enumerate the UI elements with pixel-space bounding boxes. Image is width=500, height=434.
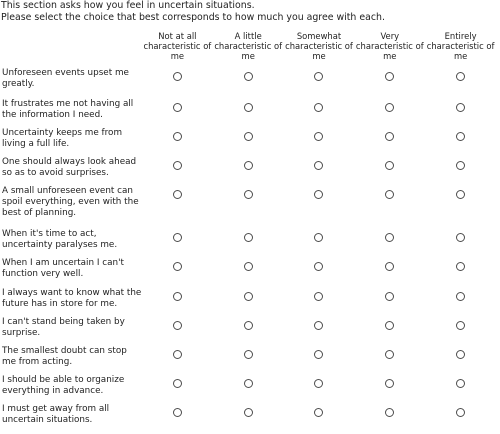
instructions-line-1: This section asks how you feel in uncertain situations.: [1, 0, 255, 11]
radio-very[interactable]: [385, 292, 394, 301]
radio-somewhat[interactable]: [314, 379, 323, 388]
question-row: [2, 402, 496, 430]
radio-entirely[interactable]: [456, 262, 465, 271]
radio-entirely[interactable]: [456, 292, 465, 301]
radio-very[interactable]: [385, 132, 394, 141]
radio-not-at-all[interactable]: [173, 408, 182, 417]
question-text: Unforeseen events upset me greatly.: [2, 68, 129, 89]
question-row: [2, 256, 496, 286]
radio-somewhat[interactable]: [314, 321, 323, 330]
radio-entirely[interactable]: [456, 72, 465, 81]
radio-very[interactable]: [385, 350, 394, 359]
radio-not-at-all[interactable]: [173, 262, 182, 271]
radio-a-little[interactable]: [244, 379, 253, 388]
question-text: I always want to know what the future has in store for me.: [2, 288, 142, 309]
scale-header: A little characteristic of me: [214, 31, 283, 61]
radio-entirely[interactable]: [456, 379, 465, 388]
radio-a-little[interactable]: [244, 132, 253, 141]
question-row: [2, 126, 496, 155]
radio-not-at-all[interactable]: [173, 233, 182, 242]
radio-very[interactable]: [385, 321, 394, 330]
question-text: When I am uncertain I can't function very well.: [2, 258, 124, 279]
radio-somewhat[interactable]: [314, 161, 323, 170]
radio-very[interactable]: [385, 190, 394, 199]
question-text: A small unforeseen event can spoil everything, even with the best of planning.: [2, 186, 139, 218]
radio-a-little[interactable]: [244, 103, 253, 112]
radio-entirely[interactable]: [456, 321, 465, 330]
question-text: It frustrates me not having all the information I need.: [2, 99, 134, 120]
radio-very[interactable]: [385, 379, 394, 388]
radio-a-little[interactable]: [244, 408, 253, 417]
likert-grid: [2, 31, 496, 430]
radio-entirely[interactable]: [456, 190, 465, 199]
radio-very[interactable]: [385, 161, 394, 170]
radio-somewhat[interactable]: [314, 292, 323, 301]
radio-not-at-all[interactable]: [173, 103, 182, 112]
radio-entirely[interactable]: [456, 161, 465, 170]
scale-header: Entirely characteristic of me: [426, 31, 495, 61]
question-text: When it's time to act, uncertainty paralyses me.: [2, 229, 118, 250]
question-text: I must get away from all uncertain situations.: [2, 404, 110, 425]
radio-very[interactable]: [385, 408, 394, 417]
radio-a-little[interactable]: [244, 262, 253, 271]
radio-a-little[interactable]: [244, 321, 253, 330]
radio-a-little[interactable]: [244, 190, 253, 199]
radio-a-little[interactable]: [244, 350, 253, 359]
radio-not-at-all[interactable]: [173, 379, 182, 388]
radio-not-at-all[interactable]: [173, 72, 182, 81]
question-text: The smallest doubt can stop me from acting.: [2, 346, 127, 367]
radio-entirely[interactable]: [456, 132, 465, 141]
radio-somewhat[interactable]: [314, 350, 323, 359]
radio-somewhat[interactable]: [314, 233, 323, 242]
instructions-line-2: Please select the choice that best corresponds to how much you agree with each.: [1, 12, 385, 23]
question-text: Uncertainty keeps me from living a full life.: [2, 128, 123, 149]
radio-entirely[interactable]: [456, 103, 465, 112]
question-row: [2, 155, 496, 184]
radio-very[interactable]: [385, 103, 394, 112]
radio-somewhat[interactable]: [314, 408, 323, 417]
radio-very[interactable]: [385, 233, 394, 242]
question-column-header: [2, 31, 142, 66]
radio-somewhat[interactable]: [314, 103, 323, 112]
question-row: [2, 373, 496, 402]
question-row: [2, 184, 496, 227]
question-row: [2, 227, 496, 256]
radio-somewhat[interactable]: [314, 72, 323, 81]
question-row: [2, 286, 496, 315]
radio-not-at-all[interactable]: [173, 161, 182, 170]
scale-header: Somewhat characteristic of me: [285, 31, 353, 61]
question-row: [2, 66, 496, 97]
question-text: I can't stand being taken by surprise.: [2, 317, 125, 338]
scale-header: Not at all characteristic of me: [143, 31, 212, 61]
question-row: [2, 315, 496, 344]
radio-entirely[interactable]: [456, 233, 465, 242]
radio-a-little[interactable]: [244, 233, 253, 242]
radio-not-at-all[interactable]: [173, 190, 182, 199]
radio-entirely[interactable]: [456, 350, 465, 359]
question-text: One should always look ahead so as to avoid surprises.: [2, 157, 137, 178]
radio-very[interactable]: [385, 262, 394, 271]
radio-somewhat[interactable]: [314, 132, 323, 141]
radio-not-at-all[interactable]: [173, 321, 182, 330]
radio-somewhat[interactable]: [314, 190, 323, 199]
radio-not-at-all[interactable]: [173, 132, 182, 141]
radio-not-at-all[interactable]: [173, 350, 182, 359]
scale-header: Very characteristic of me: [355, 31, 424, 61]
question-row: [2, 97, 496, 126]
radio-a-little[interactable]: [244, 161, 253, 170]
radio-somewhat[interactable]: [314, 262, 323, 271]
radio-a-little[interactable]: [244, 292, 253, 301]
question-text: I should be able to organize everything in advance.: [2, 375, 125, 396]
question-row: [2, 344, 496, 373]
radio-a-little[interactable]: [244, 72, 253, 81]
instructions: [1, 0, 496, 24]
radio-entirely[interactable]: [456, 408, 465, 417]
radio-very[interactable]: [385, 72, 394, 81]
radio-not-at-all[interactable]: [173, 292, 182, 301]
scale-header-row: [2, 31, 496, 66]
